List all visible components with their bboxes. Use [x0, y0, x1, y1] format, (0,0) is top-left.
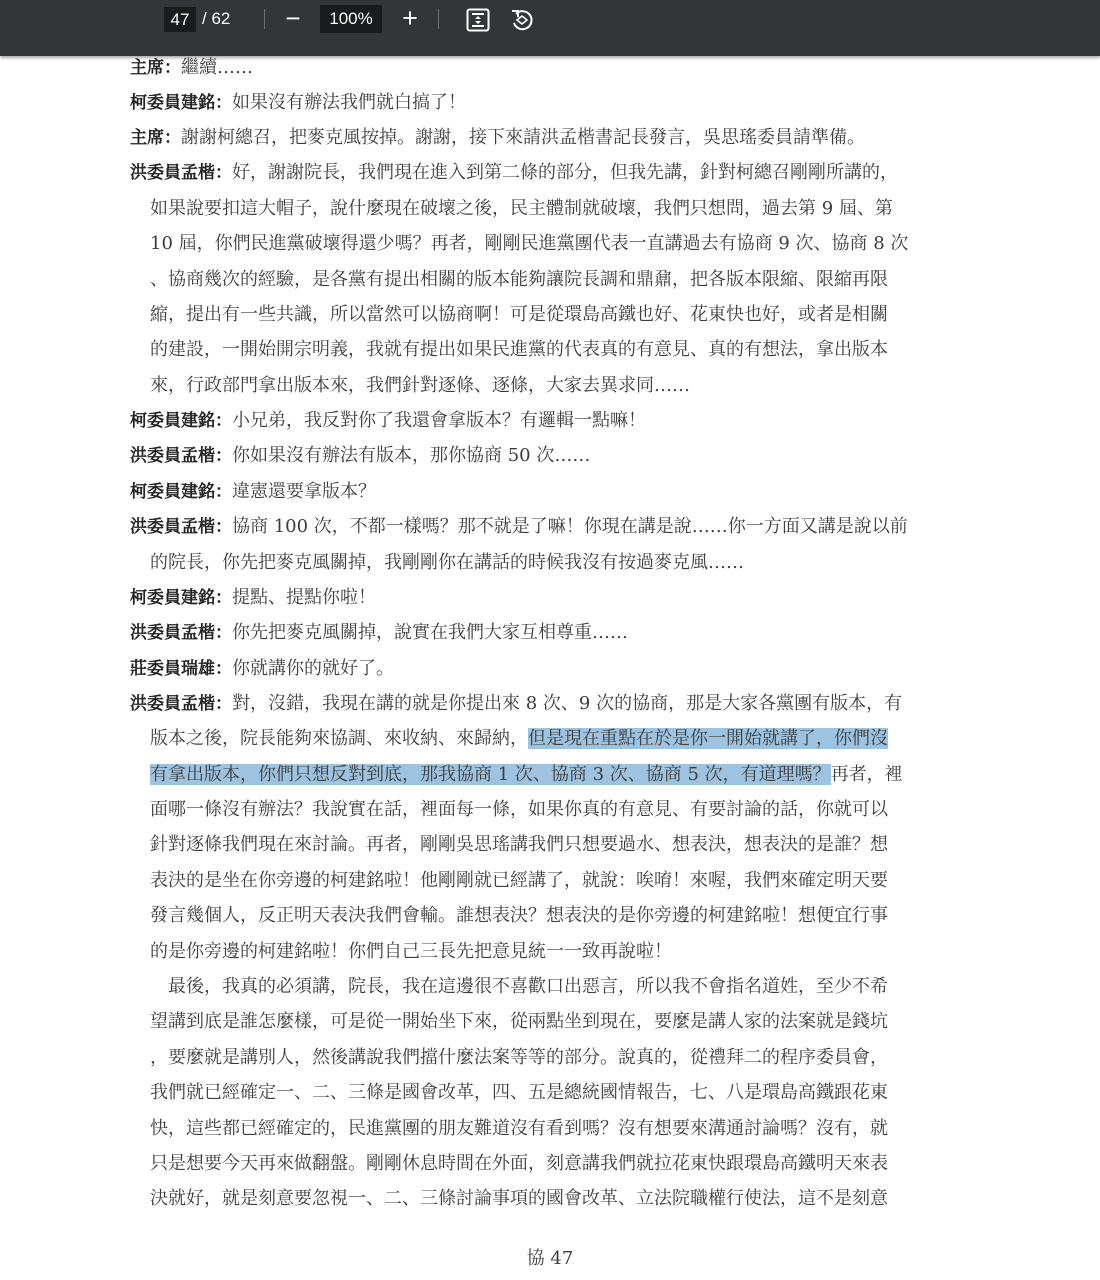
zoom-in-button[interactable] [398, 3, 422, 33]
highlighted-selection[interactable]: 但是現在重點在於是你一開始就講了，你們沒 [528, 728, 888, 749]
transcript-line [150, 796, 888, 824]
zoom-out-button[interactable] [282, 4, 304, 32]
transcript-line [130, 407, 646, 435]
speech-text: 針對逐條我們現在來討論。再者，剛剛吳思瑤講我們只想要過水、想表決，想表決的是誰？想 [150, 834, 888, 855]
fit-to-page-button[interactable] [464, 6, 492, 34]
speaker-label: 柯委員建銘： [130, 411, 232, 431]
speech-text: 最後，我真的必須講，院長，我在這邊很不喜歡口出惡言，所以我不會指名道姓，至少不希 [150, 976, 888, 997]
speech-text: 你如果沒有辦法有版本，那你協商 50 次…… [232, 445, 591, 466]
highlighted-selection[interactable]: 有拿出版本，你們只想反對到底，那我協商 1 次、協商 3 次、協商 5 次，有道理嗎？ [150, 764, 831, 785]
speech-text: 對，沒錯，我現在講的就是你提出來 8 次、9 次的協商，那是大家各黨團有版本，有 [232, 693, 903, 714]
speech-text: 違憲還要拿版本？ [232, 481, 376, 502]
speech-text: 好，謝謝院長，我們現在進入到第二條的部分，但我先講，針對柯總召剛剛所講的， [232, 162, 898, 183]
speech-text: 如果沒有辦法我們就白搞了！ [232, 92, 466, 113]
speech-text: 協商 100 次，不都一樣嗎？那不就是了嘛！你現在講是說……你一方面又講是說以前 [232, 516, 908, 537]
transcript-line [130, 56, 253, 82]
transcript-line [130, 478, 376, 506]
transcript-line [130, 619, 628, 647]
speech-text: 10 屆，你們民進黨破壞得還少嗎？再者，剛剛民進黨團代表一直講過去有協商 9 次、協商 8 次 [150, 233, 909, 254]
speaker-label: 柯委員建銘： [130, 93, 232, 113]
toolbar-divider [438, 9, 439, 29]
speech-text: 小兄弟，我反對你了我還會拿版本？有邏輯一點嘛！ [232, 410, 646, 431]
pdf-page [0, 56, 1100, 1280]
speaker-label: 柯委員建銘： [130, 588, 232, 608]
speaker-label: 柯委員建銘： [130, 482, 232, 502]
rotate-icon [508, 6, 536, 34]
speaker-label: 洪委員孟楷： [130, 623, 232, 643]
transcript-line [150, 266, 888, 294]
speech-text: 快，這些都已經確定的，民進黨團的朋友難道沒有看到嗎？沒有想要來溝通討論嗎？沒有，就 [150, 1118, 888, 1139]
speech-text: 面哪一條沒有辦法？我說實在話，裡面每一條，如果你真的有意見、有要討論的話，你就可以 [150, 799, 888, 820]
transcript-line [130, 159, 898, 187]
speaker-label: 洪委員孟楷： [130, 446, 232, 466]
pdf-toolbar [0, 0, 1100, 56]
toolbar-divider [264, 9, 265, 29]
transcript-line [150, 1044, 888, 1072]
speech-text: 版本之後，院長能夠來協調、來收納、來歸納， [150, 728, 528, 749]
page-total-label: / 62 [202, 9, 231, 28]
transcript-line [150, 725, 888, 753]
speech-text: 望講到底是誰怎麼樣，可是從一開始坐下來，從兩點坐到現在，要麼是講人家的法案就是錢坑 [150, 1011, 888, 1032]
speech-text: 的是你旁邊的柯建銘啦！你們自己三長先把意見統一一致再說啦！ [150, 941, 672, 962]
speaker-label: 洪委員孟楷： [130, 163, 232, 183]
transcript-line [130, 124, 865, 152]
rotate-button[interactable] [508, 6, 536, 34]
transcript-line [150, 1150, 888, 1178]
plus-icon: + [402, 3, 418, 33]
transcript-line [150, 973, 888, 1001]
transcript-line [150, 195, 893, 223]
speech-text: 再者，裡 [830, 764, 903, 785]
speech-text: 只是想要今天再來做翻盤。剛剛休息時間在外面，刻意講我們就拉花東快跟環島高鐵明天來表 [150, 1153, 888, 1174]
speech-text: 、協商幾次的經驗，是各黨有提出相關的版本能夠讓院長調和鼎鼐，把各版本限縮、限縮再限 [150, 269, 888, 290]
transcript-line [150, 761, 903, 789]
speech-text: ，要麼就是講別人，然後講說我們擋什麼法案等等的部分。說真的，從禮拜二的程序委員會， [150, 1047, 888, 1068]
speech-text: 提點、提點你啦！ [232, 587, 376, 608]
speech-text: 謝謝柯總召，把麥克風按掉。謝謝，接下來請洪孟楷書記長發言，吳思瑤委員請準備。 [181, 127, 865, 148]
speech-text: 你就講你的就好了。 [232, 658, 394, 679]
zoom-level-input[interactable]: 100% [320, 5, 382, 33]
speech-text: 繼續…… [181, 57, 253, 78]
transcript-line [150, 938, 672, 966]
transcript-line [130, 89, 466, 117]
transcript-line [150, 1185, 888, 1213]
speaker-label: 洪委員孟楷： [130, 694, 232, 714]
minus-icon: − [285, 3, 301, 33]
speech-text: 你先把麥克風關掉，說實在我們大家互相尊重…… [232, 622, 628, 643]
speech-text: 決就好，就是刻意要忽視一、二、三條討論事項的國會改革、立法院職權行使法，這不是刻意 [150, 1188, 888, 1209]
speech-text: 如果說要扣這大帽子，說什麼現在破壞之後，民主體制就破壞，我們只想問，過去第 9 屆、第 [150, 198, 893, 219]
speech-text: 的建設，一開始開宗明義，我就有提出如果民進黨的代表真的有意見、真的有想法，拿出版本 [150, 339, 888, 360]
transcript-line [150, 867, 888, 895]
speech-text: 發言幾個人，反正明天表決我們會輸。誰想表決？想表決的是你旁邊的柯建銘啦！想便宜行事 [150, 905, 888, 926]
transcript-line [150, 831, 888, 859]
transcript-line [150, 1079, 888, 1107]
transcript-line [130, 442, 590, 470]
speech-text: 的院長，你先把麥克風關掉，我剛剛你在講話的時候我沒有按過麥克風…… [150, 552, 744, 573]
transcript-line [130, 584, 376, 612]
fit-to-page-icon [464, 6, 492, 34]
transcript-line [130, 690, 902, 718]
page-footer-number: 協 47 [526, 1248, 574, 1269]
transcript-line [150, 1115, 888, 1143]
speech-text: 我們就已經確定一、二、三條是國會改革，四、五是總統國情報告，七、八是環島高鐵跟花東 [150, 1082, 888, 1103]
transcript-line [130, 655, 394, 683]
transcript-line [150, 549, 744, 577]
speech-text: 縮，提出有一些共識，所以當然可以協商啊！可是從環島高鐵也好、花東快也好，或者是相關 [150, 304, 888, 325]
speaker-label: 主席： [130, 58, 181, 78]
speech-text: 來，行政部門拿出版本來，我們針對逐條、逐條，大家去異求同…… [150, 375, 690, 396]
transcript-line [130, 513, 908, 541]
transcript-line [150, 1008, 888, 1036]
transcript-line [150, 336, 888, 364]
speech-text: 表決的是坐在你旁邊的柯建銘啦！他剛剛就已經講了，就說：唉唷！來喔，我們來確定明天要 [150, 870, 888, 891]
transcript-line [150, 301, 888, 329]
speaker-label: 洪委員孟楷： [130, 517, 232, 537]
transcript-line [150, 230, 908, 258]
transcript-line [150, 902, 888, 930]
speaker-label: 主席： [130, 128, 181, 148]
page-number-input[interactable] [164, 7, 196, 32]
speaker-label: 莊委員瑞雄： [130, 659, 232, 679]
transcript-line [150, 372, 690, 400]
